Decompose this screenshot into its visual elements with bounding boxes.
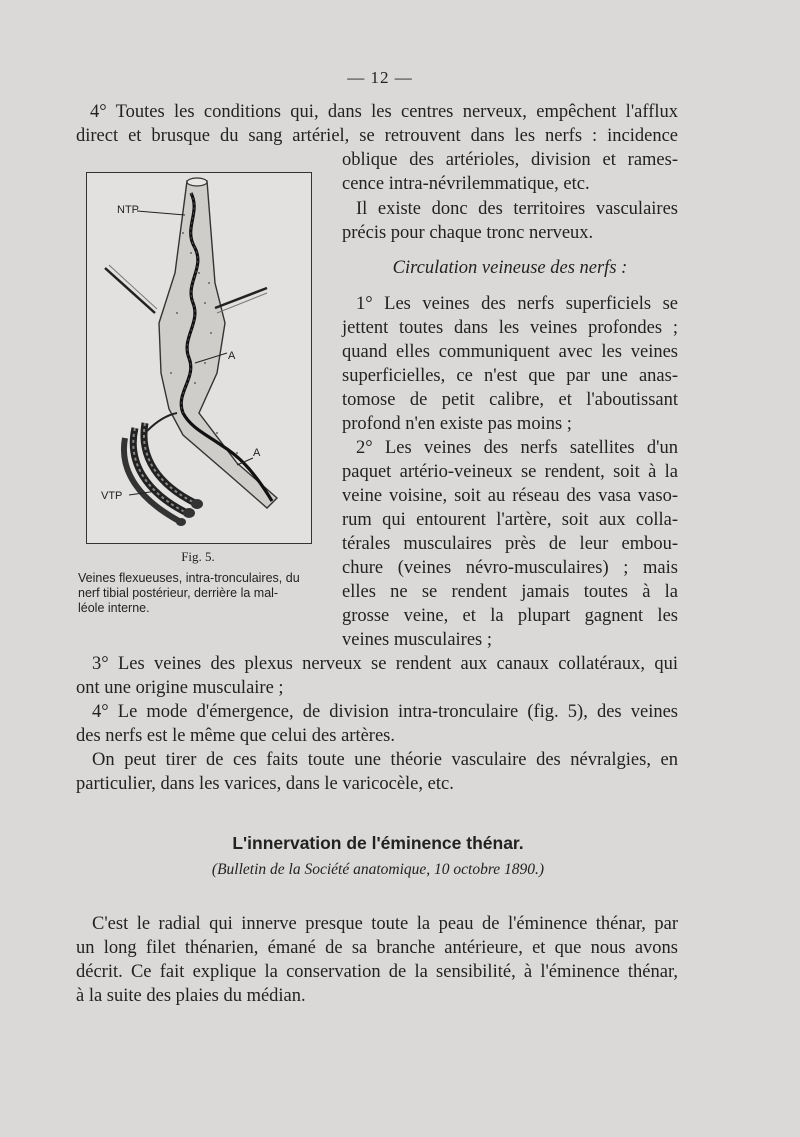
paragraph-line: un long filet thénarien, émané de sa branche antérieure, et que nous avons	[76, 938, 678, 958]
section-heading: L'innervation de l'éminence thénar.	[232, 833, 524, 853]
figure-caption-line: nerf tibial postérieur, derrière la mal-	[78, 586, 279, 600]
paragraph-line: elles ne se rendent jamais toutes à la	[342, 582, 678, 602]
paragraph-line: veine voisine, soit au réseau des vasa vaso-	[342, 486, 678, 506]
paragraph-line: ont une origine musculaire ;	[76, 678, 284, 698]
paragraph-line: profond n'en existe pas moins ;	[342, 414, 572, 434]
paragraph-line: superficielles, ce n'est que par une anas-	[342, 366, 678, 386]
label-a-lower: A	[253, 447, 261, 459]
paragraph-line: 4° Toutes les conditions qui, dans les centres nerveux, empêchent l'afflux	[90, 102, 678, 122]
paragraph-line: cence intra-névrilemmatique, etc.	[342, 174, 590, 194]
paragraph-line: 1° Les veines des nerfs superficiels se	[356, 294, 678, 314]
paragraph-line: décrit. Ce fait explique la conservation de la sensibilité, à l'éminence thénar,	[76, 962, 678, 982]
figure-caption	[78, 571, 318, 616]
figure-caption-line: Veines flexueuses, intra-tronculaires, du	[78, 571, 300, 585]
paragraph-line: direct et brusque du sang artériel, se retrouvent dans les nerfs : incidence	[76, 126, 678, 146]
paragraph-line: des nerfs est le même que celui des artères.	[76, 726, 395, 746]
paragraph-line: précis pour chaque tronc nerveux.	[342, 223, 594, 243]
paragraph-line: Il existe donc des territoires vasculaires	[356, 199, 678, 219]
paragraph-line: jettent toutes dans les veines profondes ;	[342, 318, 678, 338]
label-vtp: VTP	[101, 490, 123, 502]
label-ntp: NTP	[117, 204, 139, 216]
figure-number: Fig. 5.	[181, 549, 215, 564]
figure-caption-line: léole interne.	[78, 601, 150, 615]
paragraph-line: 4° Le mode d'émergence, de division intra-tronculaire (fig. 5), des veines	[92, 702, 678, 722]
paragraph-line: paquet artério-veineux se rendent, soit à la	[342, 462, 678, 482]
nerve-vein-illustration	[87, 173, 311, 543]
section-title: Circulation veineuse des nerfs :	[392, 258, 628, 278]
label-a-upper: A	[228, 350, 236, 362]
paragraph-line: C'est le radial qui innerve presque toute la peau de l'éminence thénar, par	[92, 914, 678, 934]
paragraph-line: 2° Les veines des nerfs satellites d'un	[356, 438, 678, 458]
figure-5	[86, 172, 312, 544]
paragraph-line: On peut tirer de ces faits toute une théorie vasculaire des névralgies, en	[92, 750, 678, 770]
paragraph-line: veines musculaires ;	[342, 630, 493, 650]
paragraph-line: grosse veine, et la plupart gagnent les	[342, 606, 678, 626]
page-number: — 12 —	[347, 68, 413, 87]
paragraph-line: térales musculaires près de leur embou-	[342, 534, 678, 554]
paragraph-line: rum qui entourent l'artère, soit aux colla-	[342, 510, 678, 530]
paragraph-line: 3° Les veines des plexus nerveux se rendent aux canaux collatéraux, qui	[92, 654, 678, 674]
section-subheading: (Bulletin de la Société anatomique, 10 octobre 1890.)	[211, 861, 545, 878]
paragraph-line: chure (veines névro-musculaires) ; mais	[342, 558, 678, 578]
paragraph-line: quand elles communiquent avec les veines	[342, 342, 678, 362]
paragraph-line: à la suite des plaies du médian.	[76, 986, 306, 1006]
paragraph-line: tomose de petit calibre, et l'aboutissant	[342, 390, 678, 410]
paragraph-line: particulier, dans les varices, dans le varicocèle, etc.	[76, 774, 454, 794]
paragraph-line: oblique des artérioles, division et rames-	[342, 150, 678, 170]
